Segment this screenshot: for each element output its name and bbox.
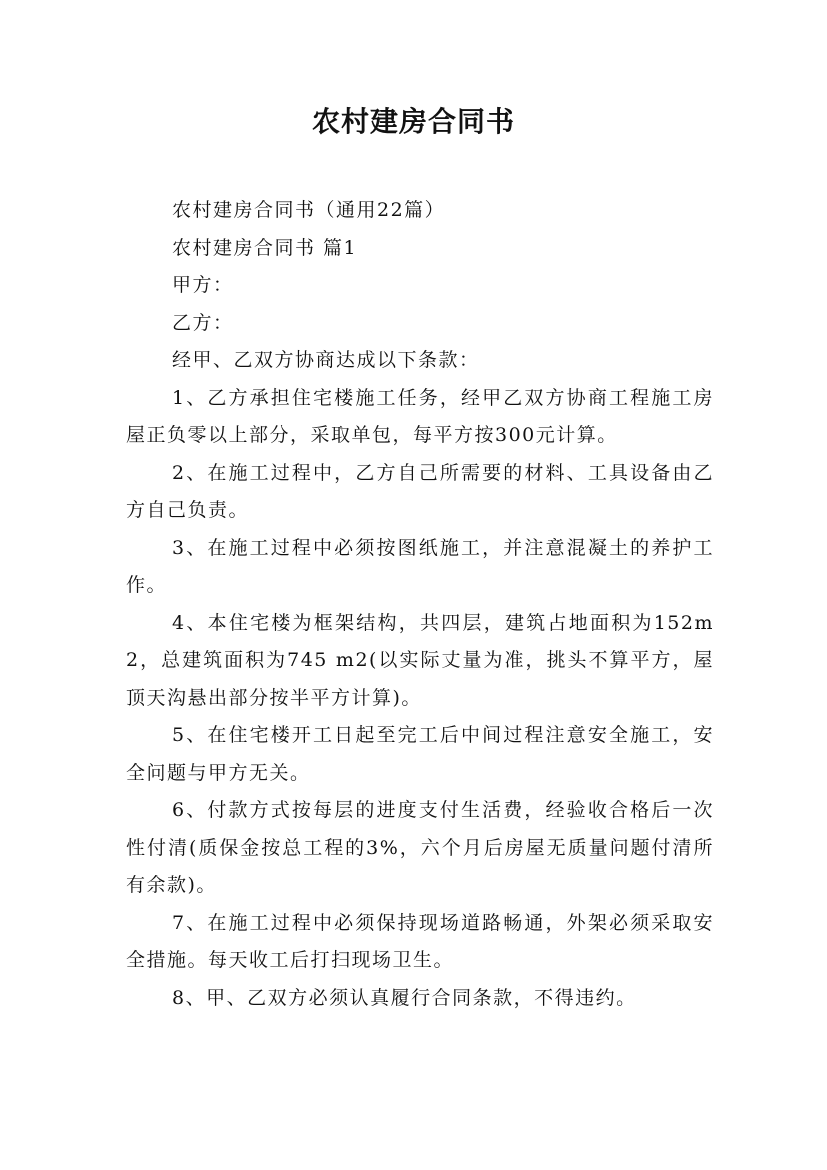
document-title: 农村建房合同书 [311, 105, 515, 138]
party-b-line: 乙方： [172, 311, 234, 334]
clause-2: 2、在施工过程中，乙方自己所需要的材料、工具设备由乙方自己负责。 [126, 461, 714, 521]
clause-3: 3、在施工过程中必须按图纸施工，并注意混凝土的养护工作。 [126, 536, 714, 596]
clause-6: 6、付款方式按每层的进度支付生活费，经验收合格后一次性付清(质保金按总工程的3%，六个月后房屋无质量问题付清所有余款)。 [126, 799, 714, 896]
intro-paragraph: 经甲、乙双方协商达成以下条款： [172, 349, 480, 371]
clause-1: 1、乙方承担住宅楼施工任务，经甲乙双方协商工程施工房屋正负零以上部分，采取单包，每平方按300元计算。 [126, 386, 714, 446]
clause-8: 8、甲、乙双方必须认真履行合同条款，不得违约。 [172, 986, 637, 1009]
chapter-heading: 农村建房合同书 篇1 [172, 236, 358, 259]
clause-5: 5、在住宅楼开工日起至完工后中间过程注意安全施工，安全问题与甲方无关。 [126, 724, 714, 784]
clause-4: 4、本住宅楼为框架结构，共四层，建筑占地面积为152m2，总建筑面积为745 m2(以实际丈量为准，挑头不算平方，屋顶天沟悬出部分按半平方计算)。 [126, 611, 714, 709]
document-body [126, 192, 714, 1017]
clause-7: 7、在施工过程中必须保持现场道路畅通，外架必须采取安全措施。每天收工后打扫现场卫生。 [126, 911, 714, 971]
party-a-line: 甲方： [172, 274, 234, 296]
subtitle-paragraph: 农村建房合同书（通用22篇） [172, 199, 446, 221]
